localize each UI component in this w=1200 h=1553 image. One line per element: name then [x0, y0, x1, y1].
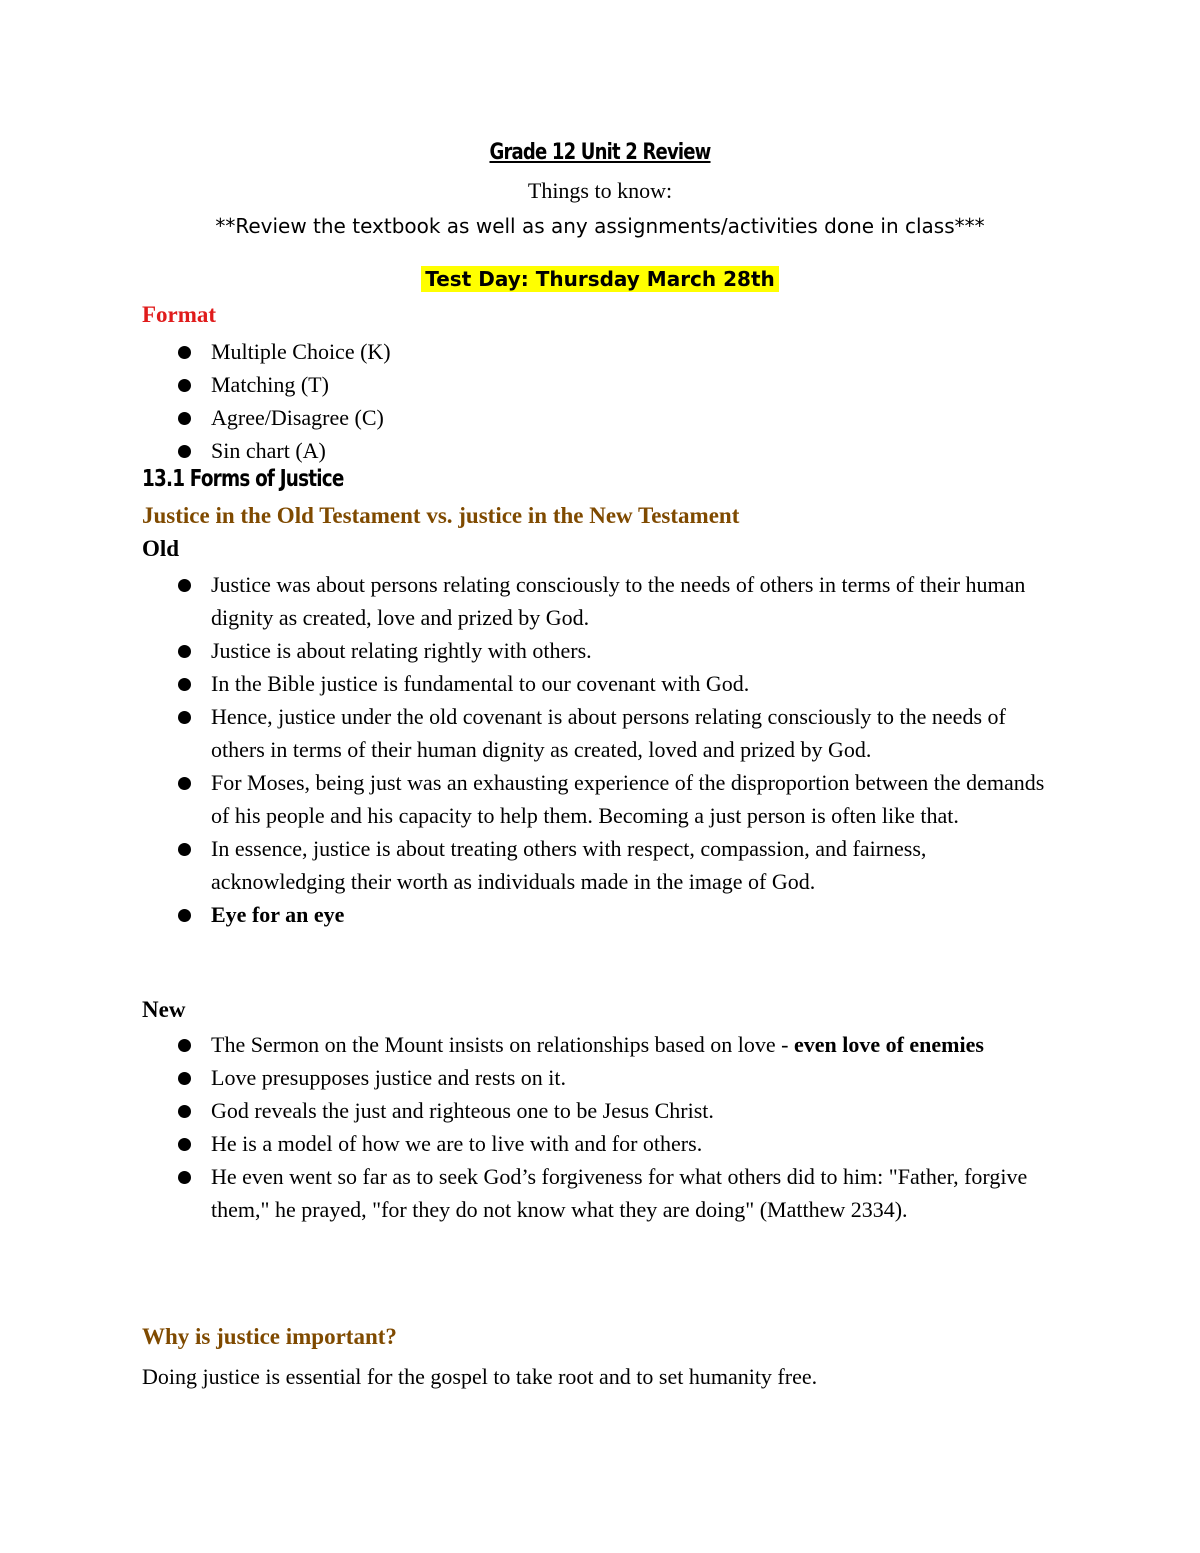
- test-day-highlight: Test Day: Thursday March 28th: [421, 266, 779, 292]
- format-heading: Format: [142, 302, 217, 327]
- bullet-icon: [178, 678, 191, 691]
- new-label: New: [142, 997, 186, 1022]
- list-item: Love presupposes justice and rests on it.: [0, 1061, 1061, 1094]
- bullet-icon: [178, 1171, 191, 1184]
- list-item: For Moses, being just was an exhausting experience of the disproportion between the demands of his people and his capacity to help them. Becoming a just person is often like that.: [0, 766, 1061, 832]
- list-item: In the Bible justice is fundamental to our covenant with God.: [0, 667, 1061, 700]
- list-item: Justice is about relating rightly with others.: [0, 634, 1061, 667]
- why-text: Doing justice is essential for the gospel to take root and to set humanity free.: [142, 1364, 818, 1389]
- list-item: He is a model of how we are to live with and for others.: [0, 1127, 1061, 1160]
- section-heading: 13.1 Forms of Justice: [142, 466, 344, 492]
- bullet-icon: [178, 645, 191, 658]
- old-testament-list: [0, 568, 1061, 931]
- bullet-icon: [178, 1039, 191, 1052]
- page-title: Grade 12 Unit 2 Review: [489, 140, 711, 165]
- bullet-icon: [178, 379, 191, 392]
- bullet-icon: [178, 843, 191, 856]
- list-item: God reveals the just and righteous one to be Jesus Christ.: [0, 1094, 1061, 1127]
- old-label: Old: [142, 536, 180, 561]
- things-to-know-label: Things to know:: [527, 178, 673, 203]
- list-item: The Sermon on the Mount insists on relationships based on love - even love of enemies: [0, 1028, 1061, 1061]
- new-testament-list: [0, 1028, 1061, 1226]
- list-item: Justice was about persons relating consciously to the needs of others in terms of their human dignity as created, love and prized by God.: [0, 568, 1061, 634]
- bullet-icon: [178, 445, 191, 458]
- list-item: Sin chart (A): [0, 434, 1061, 467]
- bullet-icon: [178, 1072, 191, 1085]
- list-item: He even went so far as to seek God’s forgiveness for what others did to him: "Father, forgive them," he prayed, "for they do not know what they are doing" (Matthew 2334).: [0, 1160, 1061, 1226]
- list-item: Matching (T): [0, 368, 1061, 401]
- list-item: Eye for an eye: [0, 898, 1061, 931]
- review-note: **Review the textbook as well as any assignments/activities done in class***: [215, 214, 985, 238]
- bullet-icon: [178, 412, 191, 425]
- list-item: Hence, justice under the old covenant is about persons relating consciously to the needs of others in terms of their human dignity as created, loved and prized by God.: [0, 700, 1061, 766]
- list-item: Multiple Choice (K): [0, 335, 1061, 368]
- bullet-icon: [178, 579, 191, 592]
- bullet-icon: [178, 346, 191, 359]
- bullet-icon: [178, 711, 191, 724]
- bullet-icon: [178, 1138, 191, 1151]
- format-list: [0, 335, 1061, 467]
- list-item: In essence, justice is about treating others with respect, compassion, and fairness, acknowledging their worth as individuals made in the image of God.: [0, 832, 1061, 898]
- why-heading: Why is justice important?: [142, 1324, 397, 1349]
- test-day-line: [0, 266, 1200, 292]
- bullet-icon: [178, 1105, 191, 1118]
- section-subheading: Justice in the Old Testament vs. justice in the New Testament: [142, 503, 740, 528]
- list-item: Agree/Disagree (C): [0, 401, 1061, 434]
- bullet-icon: [178, 909, 191, 922]
- bullet-icon: [178, 777, 191, 790]
